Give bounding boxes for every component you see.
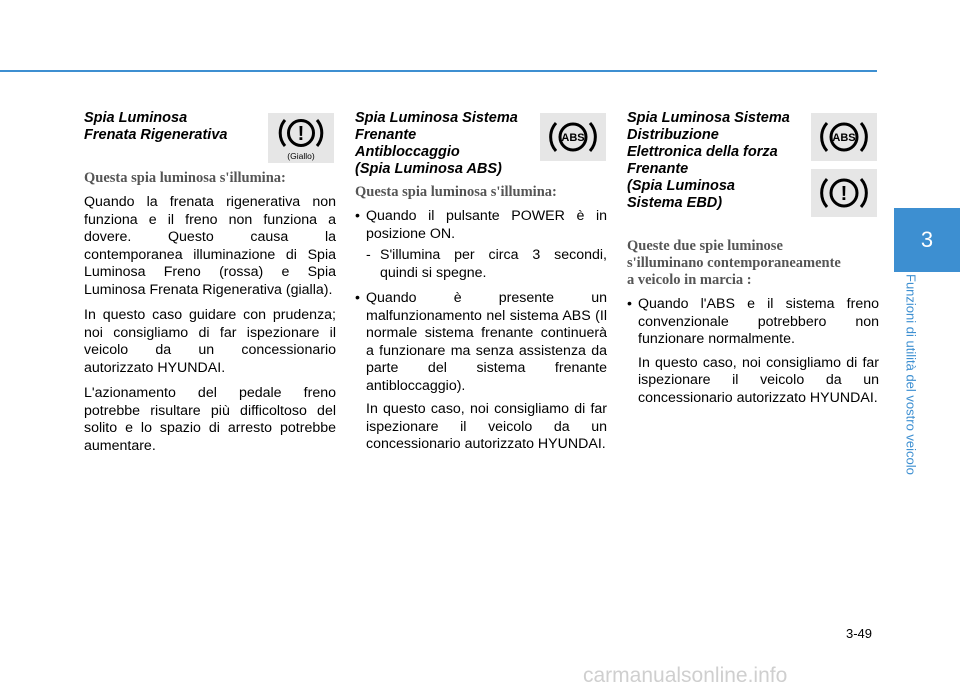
heading-line: Sistema EBD) — [627, 195, 723, 211]
sub-item: - S'illumina per circa 3 secondi, quindi si spegne. — [366, 247, 607, 281]
svg-text:!: ! — [297, 123, 305, 145]
top-rule — [0, 70, 877, 72]
svg-text:ABS: ABS — [561, 132, 585, 144]
section-subheading: Questa spia luminosa s'illumina: — [84, 170, 286, 186]
watermark: carmanualsonline.info — [583, 664, 788, 687]
subheading-line: a veicolo in marcia : — [627, 272, 752, 288]
paragraph: Quando la frenata rigenerativa non funziona e il freno non funziona a dovere. Questo causa la contemporanea illuminazione di Spia Luminosa Freno (rossa) e Spia Luminosa Frenata Rigenerativa (gialla). — [84, 194, 336, 298]
heading-line: Spia Luminosa Sistema — [355, 110, 518, 126]
ebd-brake-warning-icon — [811, 169, 877, 217]
list-item: • Quando l'ABS e il sistema freno convenzionale potrebbero non funzionare normalmente. In questo caso, noi consigliamo di far ispezionare il veicolo da un concessionario autorizzato HYUNDAI. — [627, 296, 879, 406]
chapter-number: 3 — [920, 227, 934, 252]
heading-line: (Spia Luminosa — [627, 178, 735, 194]
chapter-tab — [894, 208, 960, 272]
heading-line: Frenante — [627, 161, 689, 177]
abs-icon — [547, 118, 599, 156]
paragraph: In questo caso guidare con prudenza; noi consigliamo di far ispezionare il veicolo da un concessionario autorizzato HYUNDAI. — [84, 307, 336, 376]
abs-icon — [818, 118, 870, 156]
bullet-list — [627, 296, 879, 407]
chapter-title: Funzioni di utilità del vostro veicolo — [903, 274, 919, 475]
heading-line: Distribuzione — [627, 127, 719, 143]
ebd-abs-warning-icon — [811, 113, 877, 161]
subheading-line: s'illuminano contemporaneamente — [627, 255, 841, 271]
column-abs — [355, 110, 607, 462]
heading-line: (Spia Luminosa ABS) — [355, 161, 502, 177]
section-subheading: Questa spia luminosa s'illumina: — [355, 184, 557, 200]
abs-warning-icon — [540, 113, 606, 161]
exclamation-circle-icon — [818, 174, 870, 212]
paragraph: In questo caso, noi consigliamo di far ispezionare il veicolo da un concessionario autorizzato HYUNDAI. — [366, 401, 607, 452]
icon-label: (Giallo) — [287, 151, 315, 161]
paragraph: In questo caso, noi consigliamo di far ispezionare il veicolo da un concessionario autorizzato HYUNDAI. — [638, 354, 879, 406]
subheading-line: Queste due spie luminose — [627, 238, 783, 254]
heading-line: Frenata Rigenerativa — [84, 127, 228, 143]
exclamation-circle-icon — [276, 115, 326, 151]
list-item: • Quando il pulsante POWER è in posizione ON. - S'illumina per circa 3 secondi, quindi si spegne. — [355, 208, 607, 281]
paragraph: L'azionamento del pedale freno potrebbe risultare più difficoltoso del solito e lo spazio di arresto potrebbe aumentare. — [84, 385, 336, 454]
svg-text:ABS: ABS — [832, 132, 856, 144]
heading-line: Spia Luminosa — [84, 110, 188, 126]
heading-line: Elettronica della forza — [627, 144, 778, 160]
heading-line: Frenante — [355, 127, 417, 143]
regenerative-brake-warning-icon — [268, 113, 334, 163]
heading-line: Spia Luminosa Sistema — [627, 110, 790, 126]
bullet-list — [355, 208, 607, 454]
heading-line: Antibloccaggio — [355, 144, 460, 160]
svg-text:!: ! — [840, 183, 848, 205]
page-number: 3-49 — [846, 626, 873, 641]
section-subheading — [627, 238, 879, 289]
list-item: • Quando è presente un malfunzionamento nel sistema ABS (Il normale sistema frenante continuerà a funzionare ma senza assistenza da parte del sistema frenante antibloccaggio). In questo caso, noi consigliamo di far ispezionare il veicolo da un concessionario autorizzato HYUNDAI. — [355, 290, 607, 452]
